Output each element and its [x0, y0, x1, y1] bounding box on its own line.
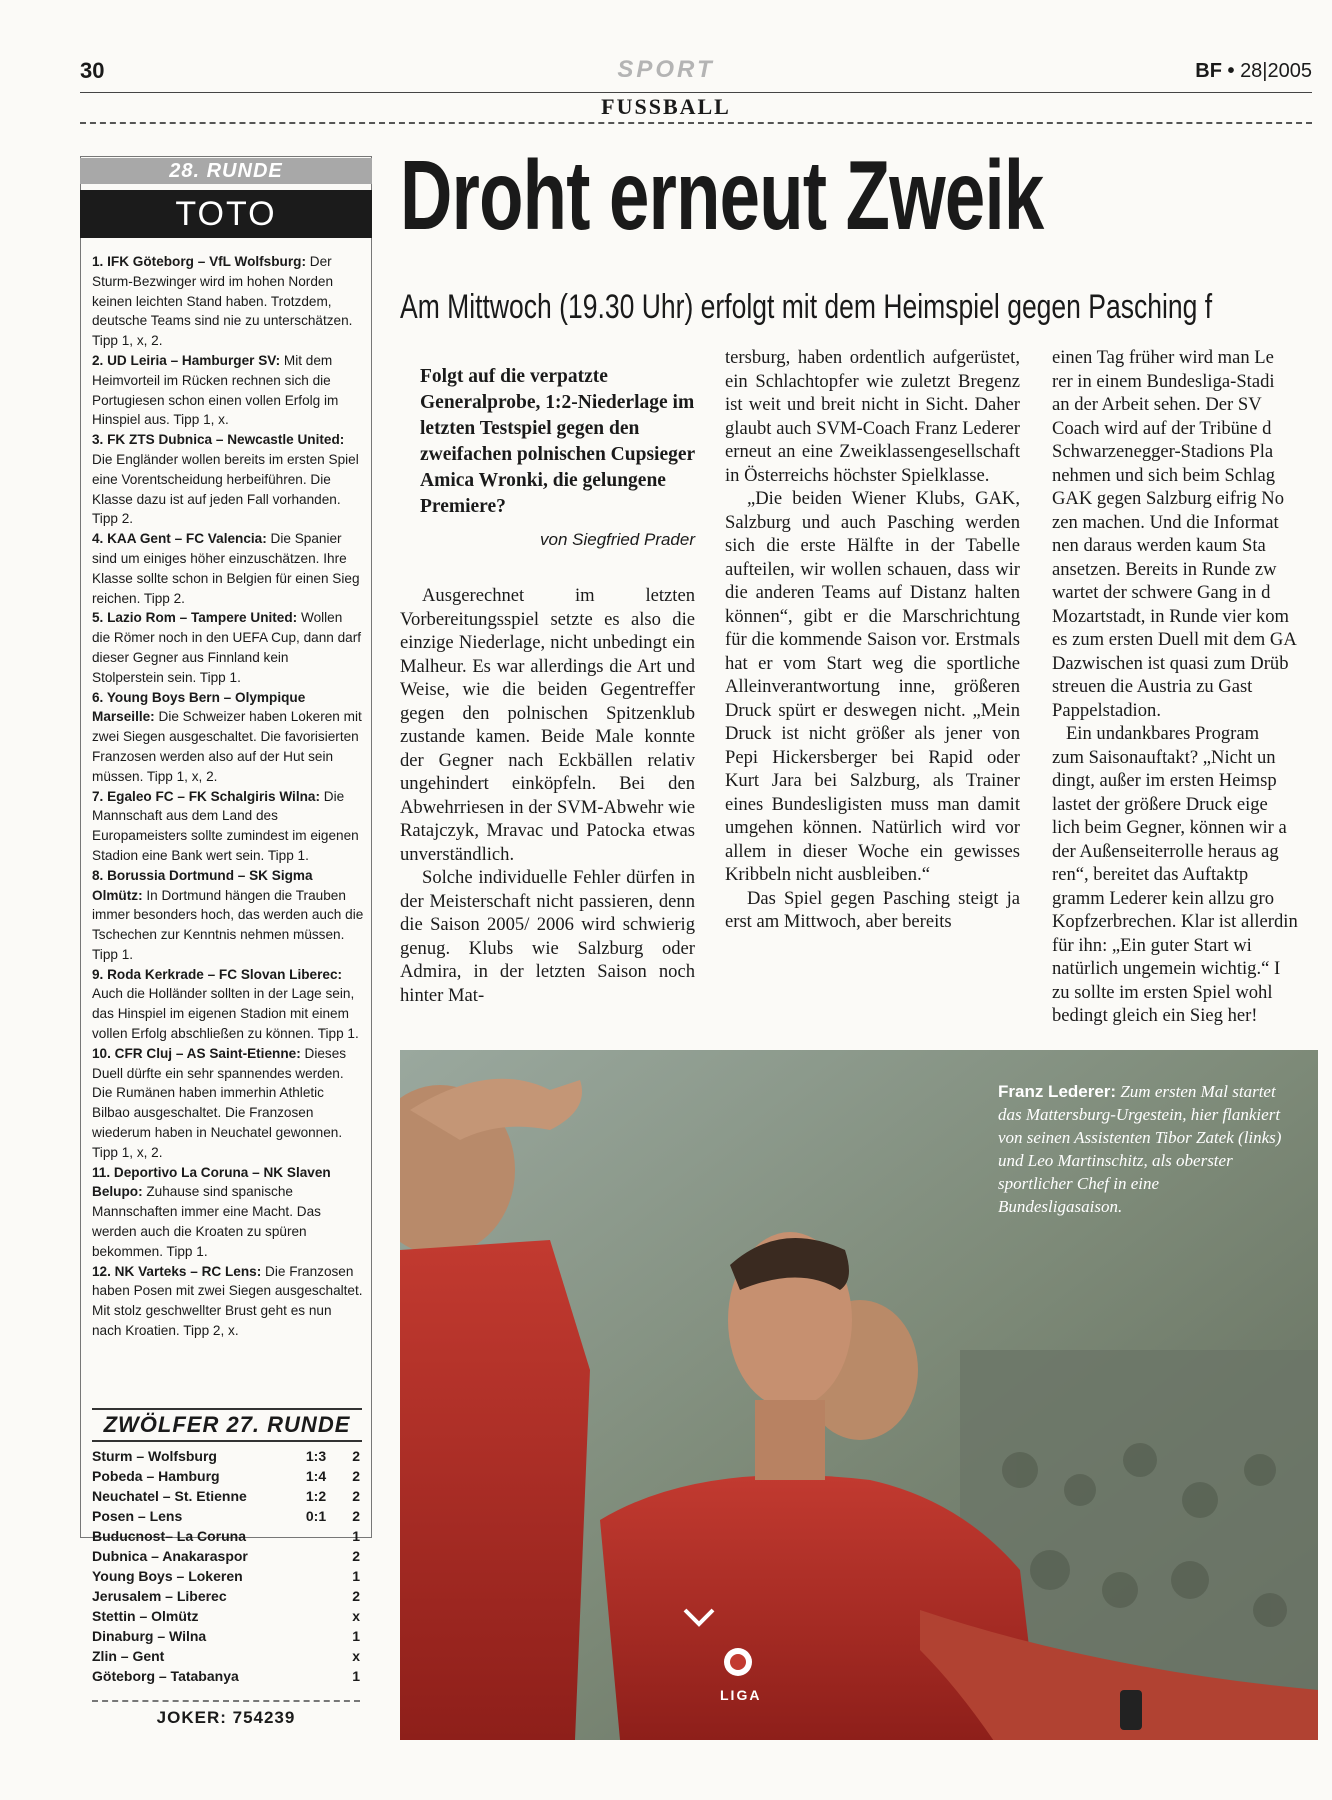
article-line: dingt, außer im ersten Heimsp: [1052, 770, 1277, 791]
zwoelfer-tip: 2: [352, 1588, 360, 1604]
zwoelfer-score: [296, 1646, 336, 1666]
toto-entry-match: 10. CFR Cluj – AS Saint-Etienne:: [92, 1045, 301, 1061]
toto-entry-text: Die Spanier sind um einiges höher einzuschätzen. Ihre Klasse sollte schon in Belgien für einen Sieg reichen. Tipp 2.: [92, 531, 360, 606]
toto-entry: [92, 529, 364, 608]
article-line: natürlich ungemein wichtig.“ I: [1052, 958, 1281, 979]
article-line: der Außenseiterrolle heraus ag: [1052, 840, 1279, 862]
zwoelfer-match: Young Boys – Lokeren: [92, 1568, 243, 1584]
zwoelfer-row: [92, 1646, 360, 1666]
toto-entry-text: Auch die Holländer sollten in der Lage sein, das Hinspiel im eigenen Stadion mit einem vollen Erfolg abschließen zu können. Tipp 1.: [92, 986, 359, 1042]
article-lead: Folgt auf die verpatzte Generalprobe, 1:2-Niederlage im letzten Testspiel gegen den zweifachen polnischen Cupsieger Amica Wronki, die gelungene Premiere?: [420, 366, 695, 517]
article-line: Pappelstadion.: [1052, 699, 1161, 721]
toto-entry-match: 3. FK ZTS Dubnica – Newcastle United:: [92, 432, 345, 448]
toto-entry: [92, 1262, 364, 1341]
joker-number: JOKER: 754239: [156, 1708, 296, 1727]
byline-prefix: von: [540, 530, 568, 549]
toto-entry-match: 1. IFK Göteborg – VfL Wolfsburg:: [92, 254, 306, 269]
article-line: einen Tag früher wird man Le: [1052, 347, 1274, 368]
zwoelfer-match: Buducnost– La Coruna: [92, 1528, 247, 1544]
toto-entry: [92, 866, 364, 965]
toto-entry-text: Dieses Duell dürfte ein sehr spannendes werden. Die Rumänen haben immerhin Athletic Bilbao ausgeschaltet. Die Franzosen wiederum haben in Neuchatel gewonnen. Tipp 1, x, 2.: [92, 1045, 347, 1160]
toto-entry-text: Die Engländer wollen bereits im ersten Spiel eine Vorentscheidung herbeiführen. Die Klasse dazu ist auf jeden Fall vorhanden. Tipp 2.: [92, 451, 359, 527]
article-line: zu sollte im ersten Spiel wohl: [1052, 981, 1273, 1003]
issue-info: [1195, 60, 1312, 83]
header-dashed-rule: [80, 122, 1312, 124]
toto-entry: [92, 1163, 364, 1262]
article-line: an der Arbeit sehen. Der SV: [1052, 394, 1262, 415]
zwoelfer-match: Zlin – Gent: [92, 1648, 165, 1664]
zwoelfer-row: [92, 1446, 360, 1466]
zwoelfer-score: [296, 1666, 336, 1686]
zwoelfer-tip: 1: [352, 1668, 360, 1684]
zwoelfer-row: [92, 1486, 360, 1506]
separator-dot: •: [1227, 60, 1235, 82]
zwoelfer-tip: 1: [352, 1628, 360, 1644]
toto-entry-text: Mit dem Heimvorteil im Rücken rechnen sich die Portugiesen schon einen vollen Erfolg im Hinspiel aus. Tipp 1, x.: [92, 352, 339, 428]
zwoelfer-match: Pobeda – Hamburg: [92, 1468, 220, 1484]
zwoelfer-title: ZWÖLFER 27. RUNDE: [92, 1408, 362, 1442]
article-line: lastet der größere Druck eige: [1052, 793, 1268, 815]
zwoelfer-score: [296, 1606, 336, 1626]
article-line: es zum ersten Duell mit dem GA: [1052, 629, 1297, 650]
zwoelfer-match: Neuchatel – St. Etienne: [92, 1488, 247, 1504]
article-line: ansetzen. Bereits in Runde zw: [1052, 558, 1277, 580]
article-line: bedingt gleich ein Sieg her!: [1052, 1005, 1258, 1026]
caption-text: Zum ersten Mal startet das Mattersburg-Urgestein, hier flankiert von seinen Assistenten Tibor Zatek (links) und Leo Martinschitz, als oberster sportlicher Chef in eine Bundesligasaison.: [998, 1082, 1282, 1216]
zwoelfer-match: Dubnica – Anakaraspor: [92, 1548, 248, 1564]
article-line: Coach wird auf der Tribüne d: [1052, 417, 1272, 439]
toto-entry: [92, 351, 364, 430]
toto-entry-text: Die Schweizer haben Lokeren mit zwei Siegen ausgeschaltet. Die favorisierten Franzosen werden also auf der Hut sein müssen. Tipp 1, x, 2.: [92, 709, 362, 784]
toto-title: TOTO: [80, 190, 372, 238]
zwoelfer-match: Dinaburg – Wilna: [92, 1628, 207, 1644]
wristwatch-icon: [1120, 1690, 1142, 1730]
zwoelfer-row: [92, 1586, 360, 1606]
article-subheadline: Am Mittwoch (19.30 Uhr) erfolgt mit dem Heimspiel gegen Pasching f: [400, 288, 1213, 326]
zwoelfer-row: [92, 1506, 360, 1526]
zwoelfer-score: 1:3: [305, 1448, 327, 1464]
zwoelfer-match: Jerusalem – Liberec: [92, 1588, 227, 1604]
toto-entry: [92, 1044, 364, 1163]
toto-entry-match: 9. Roda Kerkrade – FC Slovan Liberec:: [92, 966, 343, 982]
article-line: Kopfzerbrechen. Klar ist allerdin: [1052, 911, 1298, 932]
article-line: nehmen und sich beim Schlag: [1052, 464, 1276, 486]
toto-entry: [92, 688, 364, 787]
toto-entry: [92, 252, 364, 351]
toto-entry: [92, 965, 364, 1044]
issue-number: 28|2005: [1240, 60, 1312, 82]
article-line: Ein undankbares Program: [1052, 723, 1260, 744]
toto-entry-match: 11. Deportivo La Coruna – NK Slaven Belupo:: [92, 1164, 331, 1200]
zwoelfer-separator: [92, 1700, 360, 1702]
toto-entry-match: 6. Young Boys Bern – Olympique Marseille:: [92, 689, 306, 725]
zwoelfer-match: Posen – Lens: [92, 1508, 183, 1524]
section-title: FUSSBALL: [601, 94, 731, 119]
toto-entry-text: Wollen die Römer noch in den UEFA Cup, dann darf dieser Gegner aus Finnland kein Stolperstein sein. Tipp 1.: [92, 610, 362, 685]
zwoelfer-match: Stettin – Olmütz: [92, 1608, 199, 1624]
toto-entry-match: 8. Borussia Dortmund – SK Sigma Olmütz:: [92, 867, 313, 903]
toto-entry-text: Zuhause sind spanische Mannschaften immer eine Macht. Das werden auch die Kroaten zu spüren bekommen. Tipp 1.: [92, 1184, 321, 1259]
zwoelfer-row: [92, 1466, 360, 1486]
zwoelfer-score: [296, 1546, 336, 1566]
zwoelfer-match: Göteborg – Tatabanya: [92, 1668, 239, 1684]
article-line: streuen die Austria zu Gast: [1052, 676, 1253, 697]
zwoelfer-tip: 1: [352, 1528, 360, 1544]
zwoelfer-tip: 1: [352, 1568, 360, 1584]
toto-entry-match: 12. NK Varteks – RC Lens:: [92, 1263, 262, 1279]
article-line: lich beim Gegner, können wir a: [1052, 817, 1287, 838]
zwoelfer-row: [92, 1526, 360, 1546]
article-paragraph: Das Spiel gegen Pasching steigt ja erst am Mittwoch, aber bereits: [725, 887, 1020, 932]
zwoelfer-tip: 2: [352, 1548, 360, 1564]
article-paragraph: „Die beiden Wiener Klubs, GAK, Salzburg und auch Pasching werden sich die erste Hälfte in der Tabelle aufteilen, wir wollen schauen, dass wir die anderen Teams auf Distanz halten können“, gibt er die Marschrichtung für die kommende Saison vor. Erstmals hat er vom Start weg die sportliche Alleinverantwortung inne, größeren Druck spürt er deswegen nicht. „Mein Druck ist nicht größer als jener von Pepi Hickersberger bei Rapid oder Kurt Jara bei Salzburg, als Trainer eines Bundesligisten muss man damit umgehen können. Natürlich wird vor allem in dieser Woche ein gewisses Kribbeln nicht ausbleiben.“: [725, 488, 1020, 885]
toto-entry: [92, 430, 364, 529]
zwoelfer-score: [296, 1626, 336, 1646]
zwoelfer-row: [92, 1666, 360, 1686]
toto-entry-match: 5. Lazio Rom – Tampere United:: [92, 610, 298, 626]
caption-name: Franz Lederer:: [998, 1082, 1117, 1101]
article-line: gramm Lederer kein allzu gro: [1052, 887, 1274, 909]
zwoelfer-tip: 2: [352, 1508, 360, 1524]
toto-entry-text: Der Sturm-Bezwinger wird im hohen Norden keinen leichten Stand haben. Trotzdem, deutsche Teams sind nie zu unterschätzen. Tipp 1, x, 2.: [92, 254, 353, 349]
article-paragraph: Ausgerechnet im letzten Vorbereitungsspiel setzte es also die einzige Niederlage, nicht unbedingt ein Malheur. Es war allerdings die Art und Weise, wie die beiden Gegentreffer gegen den polnischen Spitzenklub zustande kamen. Beide Male konnte der Gegner nach Eckbällen relativ ungehindert einköpfeln. Bei den Abwehrriesen in der SVM-Abwehr wie Ratajczyk, Mravac und Patocka etwas unverständlich.: [400, 585, 695, 865]
zwoelfer-tip: 2: [352, 1468, 360, 1484]
article-line: Mozartstadt, in Runde vier kom: [1052, 605, 1290, 627]
article-column-1: [400, 584, 695, 1007]
zwoelfer-tip: 2: [352, 1488, 360, 1504]
zwoelfer-table: [92, 1446, 360, 1686]
zwoelfer-match: Sturm – Wolfsburg: [92, 1448, 217, 1464]
article-column-3: [1052, 346, 1322, 1028]
toto-entry-match: 7. Egaleo FC – FK Schalgiris Wilna:: [92, 788, 321, 804]
shirt-liga-text: LIGA: [720, 1687, 762, 1703]
toto-entry: [92, 787, 364, 866]
article-line: rer in einem Bundesliga-Stadi: [1052, 370, 1275, 392]
toto-entry-match: 2. UD Leiria – Hamburger SV:: [92, 352, 281, 368]
article-line: wartet der schwere Gang in d: [1052, 582, 1271, 603]
article-line: Schwarzenegger-Stadions Pla: [1052, 441, 1274, 462]
zwoelfer-score: [296, 1566, 336, 1586]
toto-entry-match: 4. KAA Gent – FC Valencia:: [92, 531, 267, 547]
zwoelfer-row: [92, 1626, 360, 1646]
zwoelfer-score: [296, 1586, 336, 1606]
article-line: GAK gegen Salzburg eifrig No: [1052, 488, 1285, 509]
article-headline: Droht erneut Zweik: [400, 140, 1044, 250]
toto-entry-text: In Dortmund hängen die Trauben immer besonders hoch, das werden auch die Tschechen zur Kenntnis nehmen müssen. Tipp 1.: [92, 887, 364, 962]
article-paragraph: tersburg, haben ordentlich aufgerüstet, ein Schlachtopfer wie zuletzt Bregenz ist weit und breit nicht in Sicht. Daher glaubt auch SVM-Coach Franz Lederer erneut an eine Zweiklassengesellschaft in Österreichs höchster Spielklasse.: [725, 347, 1020, 486]
toto-round-label: 28. RUNDE: [80, 158, 372, 184]
zwoelfer-tip: x: [352, 1608, 360, 1624]
article-line: zum Saisonauftakt? „Nicht un: [1052, 746, 1276, 768]
header-rule: [80, 92, 1312, 93]
publication-name: BF: [1195, 60, 1222, 82]
zwoelfer-score: 0:1: [305, 1508, 327, 1524]
article-line: nen daraus werden kaum Sta: [1052, 535, 1266, 556]
toto-entry-text: Die Mannschaft aus dem Land des Europameisters sollte zumindest im eigenen Stadion eine Bank wert sein. Tipp 1.: [92, 788, 359, 863]
article-line: ren“, bereitet das Auftaktp: [1052, 864, 1249, 885]
zwoelfer-tip: 2: [352, 1448, 360, 1464]
article-column-2: [725, 346, 1020, 934]
photo-caption: [998, 1080, 1283, 1218]
toto-entry: [92, 608, 364, 687]
zwoelfer-tip: x: [352, 1648, 360, 1664]
article-line: zen machen. Und die Informat: [1052, 511, 1279, 533]
page-number: 30: [80, 58, 105, 83]
zwoelfer-row: [92, 1546, 360, 1566]
section-rubric: SPORT: [617, 56, 715, 83]
zwoelfer-row: [92, 1606, 360, 1626]
zwoelfer-score: 1:2: [305, 1488, 327, 1504]
article-byline: [420, 530, 695, 550]
toto-entry-text: Die Franzosen haben Posen mit zwei Siegen ausgeschaltet. Mit stolz geschwellter Brust geht es nun nach Kroatien. Tipp 2, x.: [92, 1263, 363, 1339]
article-line: für ihn: „Ein guter Start wi: [1052, 934, 1252, 956]
zwoelfer-score: [296, 1526, 336, 1546]
zwoelfer-score: 1:4: [305, 1468, 327, 1484]
zwoelfer-row: [92, 1566, 360, 1586]
byline-author: Siegfried Prader: [572, 530, 695, 549]
article-line: Dazwischen ist quasi zum Drüb: [1052, 652, 1289, 674]
article-paragraph: Solche individuelle Fehler dürfen in der Meisterschaft nicht passieren, denn die Saison 2005/ 2006 wird schwierig genug. Klubs wie Salzburg oder Admira, in der letzten Saison noch hinter Mat-: [400, 867, 695, 1006]
toto-list: [92, 252, 364, 1341]
